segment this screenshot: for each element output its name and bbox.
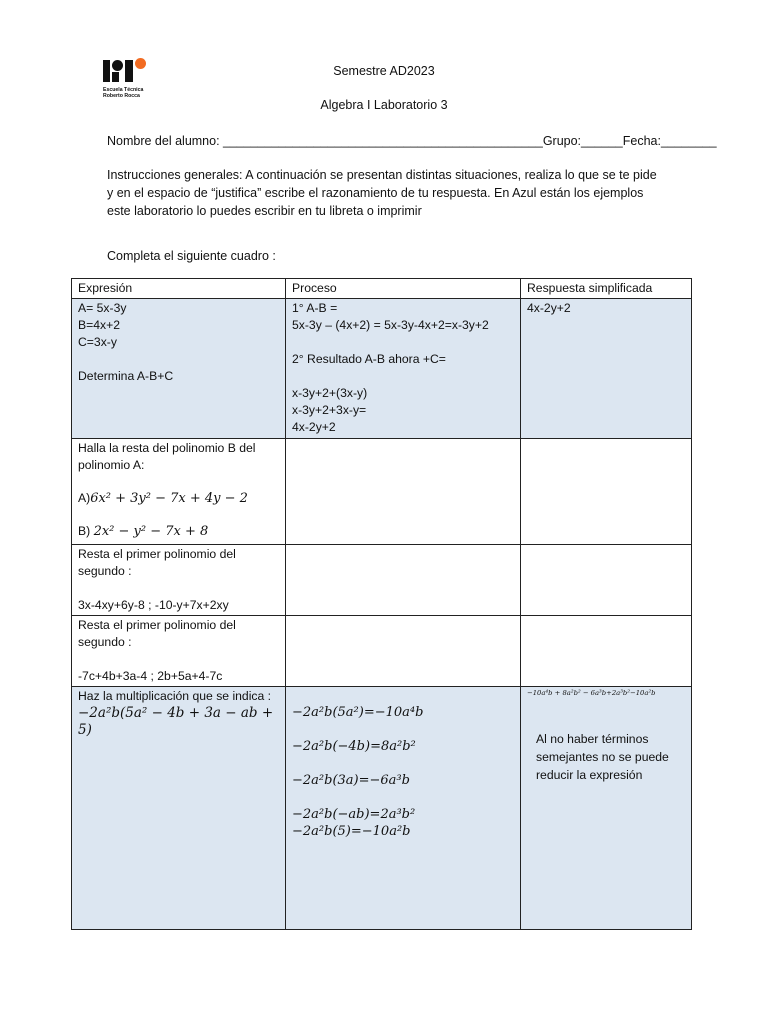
instructions: [107, 166, 667, 220]
cell-answer: 4x-2y+2: [521, 299, 692, 439]
multiplication-expression: −2a²b(5a² − 4b + 3a − ab + 5): [78, 705, 274, 738]
exercise-table: [71, 278, 692, 930]
cell-expression: Resta el primer polinomio del segundo : -7c+4b+3a-4 ; 2b+5a+4-7c: [72, 616, 286, 687]
table-intro: Completa el siguiente cuadro :: [107, 249, 276, 263]
table-row: [72, 545, 692, 616]
cell-answer: [521, 439, 692, 545]
table-header-row: [72, 279, 692, 299]
cell-process: [286, 616, 521, 687]
table-row: [72, 439, 692, 545]
cell-process: [286, 439, 521, 545]
table-row: [72, 687, 692, 930]
answer-note: Al no haber términos semejantes no se puede reducir la expresión: [536, 732, 669, 782]
cell-expression: Resta el primer polinomio del segundo : 3x-4xy+6y-8 ; -10-y+7x+2xy: [72, 545, 286, 616]
instructions-line: Instrucciones generales: A continuación se presentan distintas situaciones, realiza lo que se te pide: [107, 168, 657, 182]
instructions-line: y en el espacio de “justifica” escribe el razonamiento de tu respuesta. En Azul están los ejemplos: [107, 186, 644, 200]
cell-process: 1° A-B = 5x-3y – (4x+2) = 5x-3y-4x+2=x-3y+2 2° Resultado A-B ahora +C= x-3y+2+(3x-y) x-3y+2+3x-y= 4x-2y+2: [286, 299, 521, 439]
cell-answer: [521, 616, 692, 687]
cell-process: −2a²b(5a²)=−10a⁴b −2a²b(−4b)=8a²b² −2a²b(3a)=−6a³b −2a²b(−ab)=2a³b² −2a²b(5)=−10a²b: [286, 687, 521, 930]
polynomial-a: 6x² + 3y² − 7x + 4y − 2: [90, 491, 248, 506]
table-row: [72, 299, 692, 439]
header-respuesta: Respuesta simplificada: [521, 279, 692, 299]
lab-title: Algebra I Laboratorio 3: [320, 98, 448, 112]
header-expresion: Expresión: [72, 279, 286, 299]
cell-answer: [521, 687, 692, 930]
cell-expression: A= 5x-3y B=4x+2 C=3x-y Determina A-B+C: [72, 299, 286, 439]
cell-process: [286, 545, 521, 616]
table-row: [72, 616, 692, 687]
cell-expression: Halla la resta del polinomio B del polinomio A: A)6x² + 3y² − 7x + 4y − 2 B) 2x² − y² − 7x + 8: [72, 439, 286, 545]
header-proceso: Proceso: [286, 279, 521, 299]
product-result: −10a⁴b + 8a²b² − 6a³b+2a³b²−10a²b: [527, 689, 656, 697]
student-info-line: Nombre del alumno: ______________________________________________Grupo:______Fecha:________: [107, 134, 717, 148]
polynomial-b: 2x² − y² − 7x + 8: [93, 524, 209, 539]
logo-line-2: Roberto Rocca: [103, 93, 140, 99]
cell-answer: [521, 545, 692, 616]
logo-line-1: Escuela Técnica: [103, 87, 144, 93]
instructions-line: este laboratorio lo puedes escribir en tu libreta o imprimir: [107, 204, 422, 218]
cell-expression: Haz la multiplicación que se indica : −2a²b(5a² − 4b + 3a − ab + 5): [72, 687, 286, 930]
semester-title: Semestre AD2023: [333, 64, 435, 78]
